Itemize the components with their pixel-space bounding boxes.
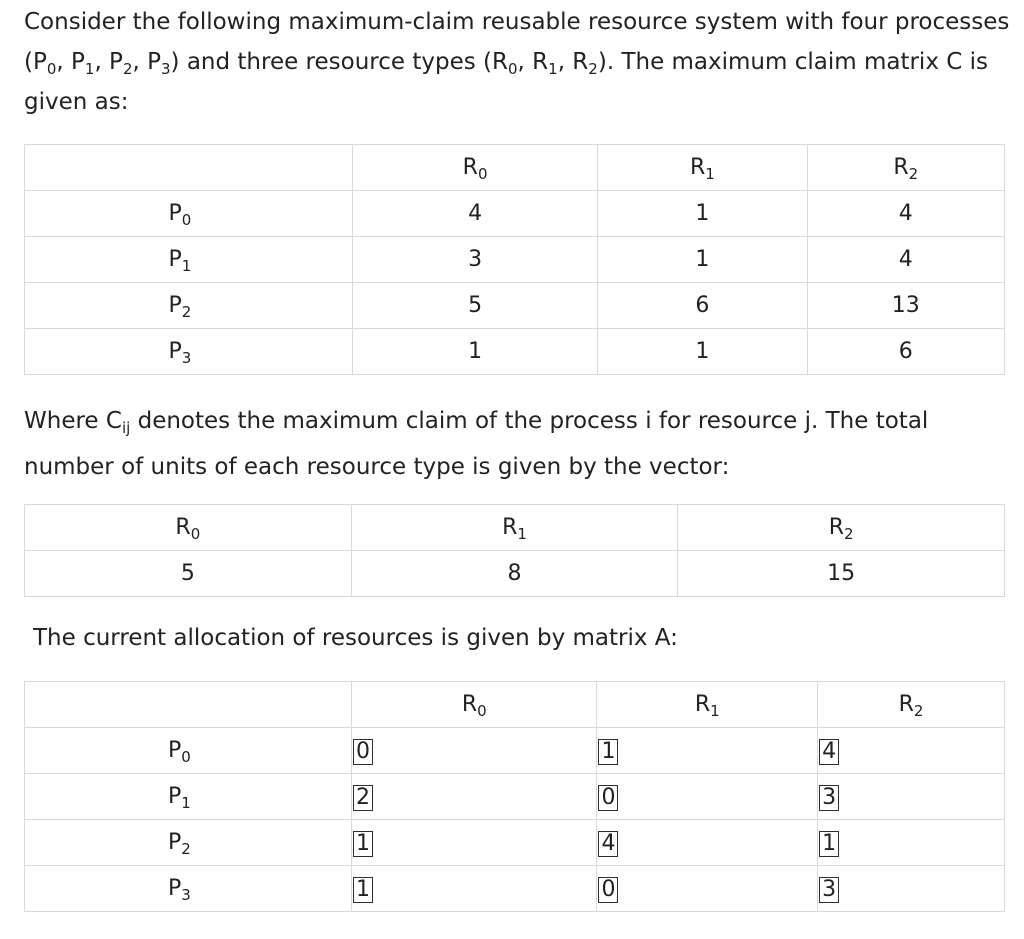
table-cell: 1 xyxy=(597,728,818,774)
table-row xyxy=(25,283,1005,329)
process-label: $P_0$ xyxy=(25,728,352,774)
table-header-row xyxy=(25,682,1005,728)
column-header: $R_1$ xyxy=(597,682,818,728)
column-header: $R_2$ xyxy=(818,682,1005,728)
process-label: $P_1$ xyxy=(25,774,352,820)
table-cell: 4 xyxy=(807,237,1004,283)
table-cell: 2 xyxy=(352,774,597,820)
column-header: $R_0$ xyxy=(352,145,597,191)
process-label: $P_0$ xyxy=(25,191,353,237)
column-header: $R_2$ xyxy=(678,505,1005,551)
table-row xyxy=(25,329,1005,375)
table-cell: 3 xyxy=(818,866,1005,912)
table-header-row xyxy=(25,505,1005,551)
table-cell: 1 xyxy=(352,329,597,375)
table-cell: 4 xyxy=(807,191,1004,237)
claim-description: Where $C_{ij}$ denotes the maximum claim of the process i for resource j. The total number of units of each resource type is given by the vector: xyxy=(24,408,929,480)
table-cell: 1 xyxy=(352,866,597,912)
column-header: $R_1$ xyxy=(351,505,678,551)
table-cell: 4 xyxy=(597,820,818,866)
table-cell: 15 xyxy=(678,551,1005,597)
process-label: $P_2$ xyxy=(25,820,352,866)
table-cell: 0 xyxy=(597,866,818,912)
table-row xyxy=(25,820,1005,866)
table-cell: 4 xyxy=(352,191,597,237)
table-row xyxy=(25,774,1005,820)
table-cell: 1 xyxy=(598,237,807,283)
table-cell: 4 xyxy=(818,728,1005,774)
column-header: $R_1$ xyxy=(598,145,807,191)
table-row xyxy=(25,551,1005,597)
table-cell: 13 xyxy=(807,283,1004,329)
table-cell: 1 xyxy=(598,329,807,375)
column-header: $R_2$ xyxy=(807,145,1004,191)
process-label: $P_1$ xyxy=(25,237,353,283)
table-cell: 3 xyxy=(818,774,1005,820)
table-cell: 1 xyxy=(598,191,807,237)
table-row xyxy=(25,728,1005,774)
allocation-matrix-table xyxy=(24,681,1005,912)
table-cell: 0 xyxy=(597,774,818,820)
table-row xyxy=(25,191,1005,237)
process-label: $P_3$ xyxy=(25,866,352,912)
table-cell: 1 xyxy=(352,820,597,866)
column-header: $R_0$ xyxy=(352,682,597,728)
table-row xyxy=(25,866,1005,912)
table-cell: 5 xyxy=(25,551,352,597)
table-cell: 6 xyxy=(807,329,1004,375)
allocation-intro: The current allocation of resources is given by matrix A: xyxy=(33,625,678,651)
table-cell: 8 xyxy=(351,551,678,597)
table-cell: 3 xyxy=(352,237,597,283)
table-row xyxy=(25,237,1005,283)
table-cell: 1 xyxy=(818,820,1005,866)
total-resources-table xyxy=(24,504,1005,597)
process-label: $P_3$ xyxy=(25,329,353,375)
table-header-row xyxy=(25,145,1005,191)
process-label: $P_2$ xyxy=(25,283,353,329)
problem-intro: Consider the following maximum-claim reusable resource system with four processes ($P_0$, $P_1$, $P_2$, $P_3$) and three resource types ($R_0$, $R_1$, $R_2$). The maximum claim matrix C is given as: xyxy=(24,9,1010,115)
table-cell: 5 xyxy=(352,283,597,329)
table-cell: 6 xyxy=(598,283,807,329)
column-header: $R_0$ xyxy=(25,505,352,551)
table-cell: 0 xyxy=(352,728,597,774)
claim-matrix-table xyxy=(24,144,1005,375)
